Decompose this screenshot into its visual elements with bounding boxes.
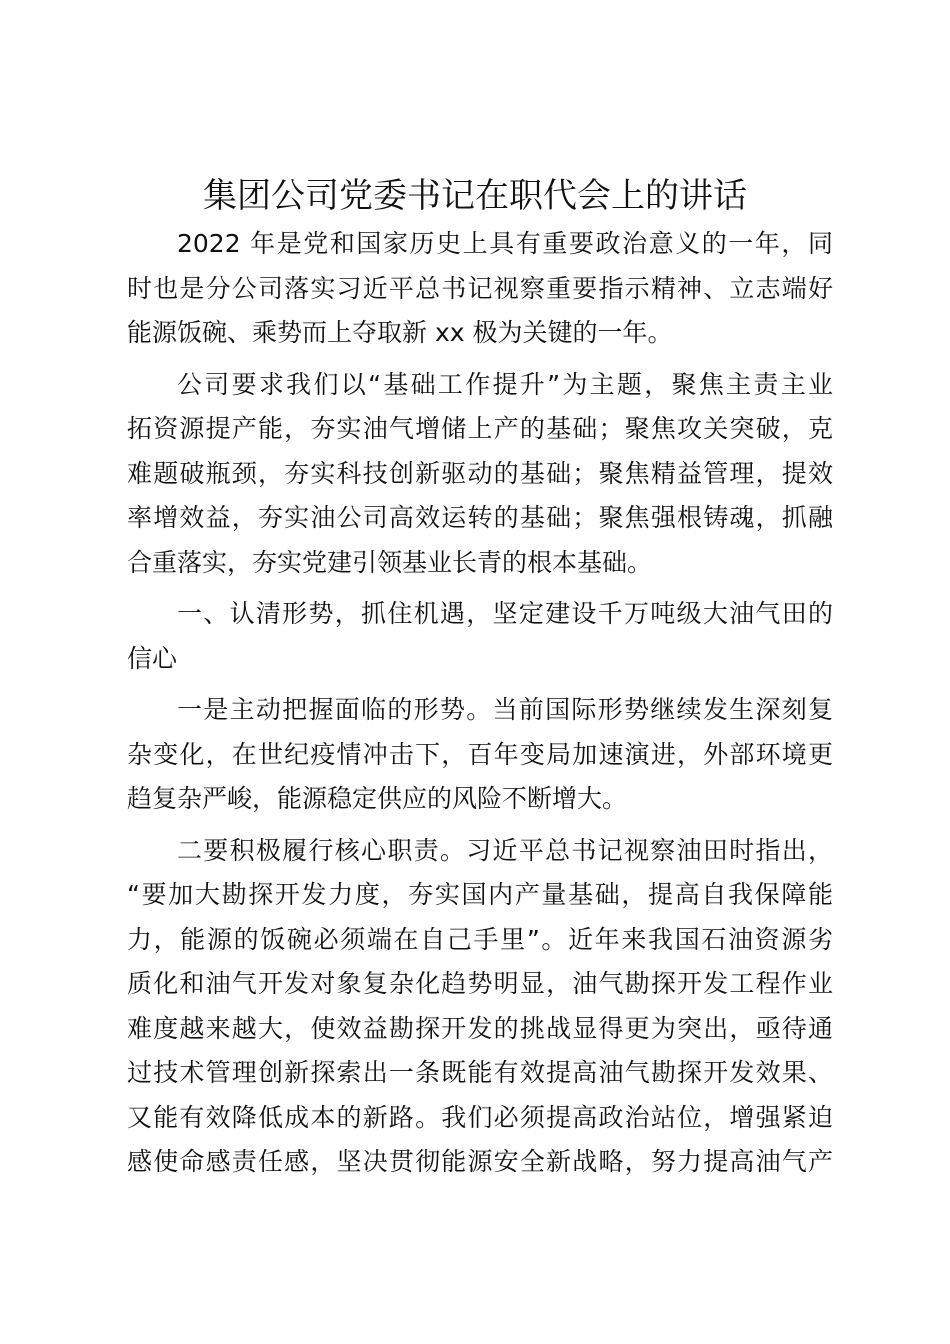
paragraph-line: 感使命感责任感，坚决贯彻能源安全新战略，努力提高油气产 — [127, 1147, 833, 1176]
document-body — [127, 222, 833, 1192]
paragraph-line: 难度越来越大，使效益勘探开发的挑战显得更为突出，亟待通 — [127, 1013, 833, 1043]
paragraph-line: “要加大勘探开发力度，夯实国内产量基础，提高自我保障能 — [127, 880, 833, 909]
paragraph-line: 2022 年是党和国家历史上具有重要政治意义的一年，同 — [177, 229, 833, 258]
paragraph-4 — [127, 829, 833, 1185]
paragraph-line: 质化和油气开发对象复杂化趋势明显，油气勘探开发工程作业 — [127, 969, 833, 998]
paragraph-line: 率增效益，夯实油公司高效运转的基础；聚焦强根铸魂，抓融 — [127, 503, 833, 532]
paragraph-line: 又能有效降低成本的新路。我们必须提高政治站位，增强紧迫 — [127, 1102, 833, 1132]
paragraph-line: 一是主动把握面临的形势。当前国际形势继续发生深刻复 — [177, 695, 833, 724]
paragraph-2 — [127, 363, 833, 586]
paragraph-line: 公司要求我们以“基础工作提升”为主题，聚焦主责主业 — [177, 369, 833, 399]
paragraph-line: 时也是分公司落实习近平总书记视察重要指示精神、立志端好 — [127, 273, 833, 303]
paragraph-line: 趋复杂严峻，能源稳定供应的风险不断增大。 — [127, 784, 628, 813]
paragraph-line: 合重落实，夯实党建引领基业长青的根本基础。 — [127, 547, 653, 577]
paragraph-line: 二要积极履行核心职责。习近平总书记视察油田时指出， — [177, 835, 833, 865]
paragraph-line: 能源饭碗、乘势而上夺取新 xx 极为关键的一年。 — [127, 318, 673, 347]
document-title: 集团公司党委书记在职代会上的讲话 — [203, 176, 747, 216]
paragraph-line: 拓资源提产能，夯实油气增储上产的基础；聚焦攻关突破，克 — [127, 414, 833, 443]
section-heading-line: 一、认清形势，抓住机遇，坚定建设千万吨级大油气田的 — [177, 599, 833, 628]
section-heading-line: 信心 — [127, 643, 178, 673]
section-heading-1 — [127, 592, 833, 681]
paragraph-3 — [127, 688, 833, 822]
paragraph-1 — [127, 222, 833, 356]
paragraph-line: 杂变化，在世纪疫情冲击下，百年变局加速演进，外部环境更 — [127, 739, 833, 769]
paragraph-line: 难题破瓶颈，夯实科技创新驱动的基础；聚焦精益管理，提效 — [127, 458, 833, 488]
paragraph-line: 过技术管理创新探索出一条既能有效提高油气勘探开发效果、 — [127, 1058, 833, 1087]
paragraph-line: 力，能源的饭碗必须端在自己手里”。近年来我国石油资源劣 — [127, 924, 833, 954]
